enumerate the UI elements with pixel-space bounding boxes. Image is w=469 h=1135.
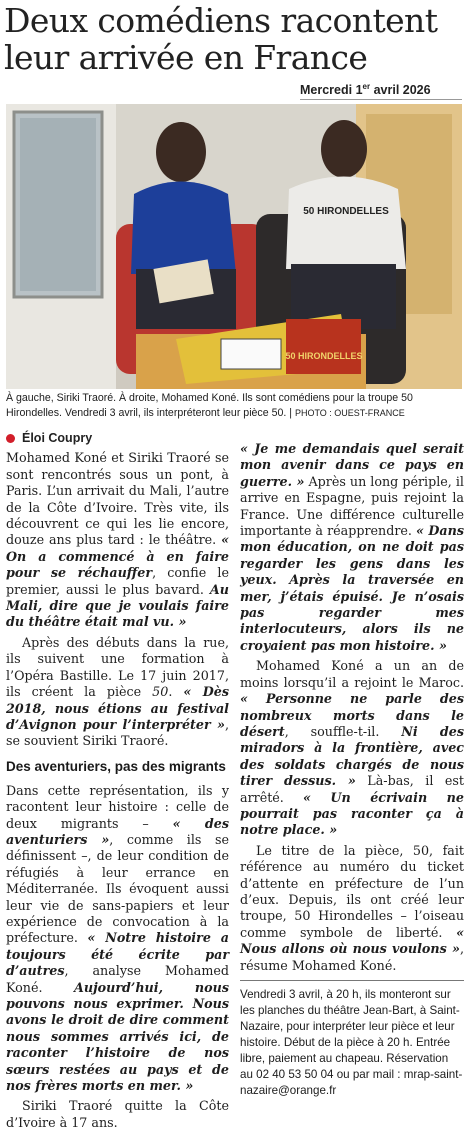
p2-play-title: 50: [152, 684, 169, 700]
p4-text-2: Après un long périple, il arrive en Espagne, puis rejoint la France. Une différence culturelle importante à réapprendre.: [240, 473, 464, 539]
article-photo: [6, 104, 462, 389]
p3-quote: « des aventuriers »: [6, 815, 229, 847]
p2-quote: « Dès 2018, nous étions au festival d’Avignon pour l’interpréter »: [6, 684, 229, 732]
photo-caption: À gauche, Siriki Traoré. À droite, Mohamed Koné. Ils sont comédiens pour la troupe 50 Hirondelles. Vendredi 3 avril, ils interpréteront leur pièce 50. | PHOTO : OUEST-FRANCE: [6, 392, 413, 419]
p5-text: Mohamed Koné a un an de moins lorsqu’il a rejoint le Maroc.: [240, 658, 464, 690]
subheading: Des aventuriers, pas des migrants: [6, 758, 226, 774]
headline-line-1: Deux comédiens racontent: [4, 1, 438, 40]
article-column-right: [240, 441, 464, 1099]
date-day: 1: [355, 83, 363, 98]
p6-text-2: , résume Mohamed Koné.: [240, 941, 464, 973]
p1-quote-2: Au Mali, dire que je voulais faire du théâtre était mal vu. »: [6, 581, 229, 630]
shirt-text: 50 HIRONDELLES: [303, 206, 389, 217]
p2-text-2: .: [168, 684, 184, 700]
poster-text: 50 HIRONDELLES: [285, 351, 363, 361]
paragraph-1: [6, 450, 229, 630]
author-byline: [6, 430, 229, 446]
article-column-left: [6, 430, 229, 1135]
p6-text: Le titre de la pièce, 50, fait référence au numéro du ticket d’attente en préfecture de l’un d’eux. Depuis, ils ont créé leur troupe, 50 Hirondelles – l’oiseau comme symbole de liberté.: [240, 842, 464, 940]
paragraph-4-start: [6, 1098, 229, 1131]
p1-text: Mohamed Koné et Siriki Traoré se sont rencontrés sous un pont, à Paris. L’un arrivait du Mali, l’autre de la Côte d’Ivoire. Très vite, ils découvrent ce qui les lie encore, douze ans plus tard : le théâtre.: [6, 450, 229, 548]
p5-quote-2: Ni des miradors à la frontière, avec des soldats chargés de nous tirer dessus. »: [240, 723, 464, 789]
p3-text: Dans cette représentation, ils y racontent leur histoire : celle de deux migrants –: [6, 782, 229, 831]
caption-text: À gauche, Siriki Traoré. À droite, Mohamed Koné. Ils sont comédiens pour la troupe 50 Hirondelles. Vendredi 3 avril, ils interpréteront leur pièce 50.: [6, 392, 413, 419]
date-month-year: avril 2026: [373, 83, 431, 98]
p4-quote: « Je me demandais quel serait mon avenir dans ce pays en guerre. »: [240, 441, 464, 489]
event-infobox: Vendredi 3 avril, à 20 h, ils monteront sur les planches du théâtre Jean-Bart, à Saint-Nazaire, pour interpréter leur pièce et leur histoire. Début de la pièce à 20 h. Entrée libre, paiement au chapeau. Réservation au 02 40 53 50 04 ou par mail : mrap-saint-nazaire@orange.fr: [240, 980, 464, 1099]
date-suffix: er: [362, 82, 371, 91]
date-rule: [300, 99, 462, 100]
p1-text-2: , confie le premier, aussi le plus bavard.: [6, 565, 229, 597]
author-dot-icon: [6, 434, 15, 443]
p2-text: Après des débuts dans la rue, ils suivent une formation à l’Opéra Bastille. Le 17 juin 2017, ils créent la pièce: [6, 634, 229, 700]
p2-text-3: , se souvient Siriki Traoré.: [6, 716, 229, 749]
p3-quote-2: « Notre histoire a toujours été écrite par d’autres: [6, 930, 230, 979]
p5-text-2: , souffle-t-il.: [284, 723, 402, 739]
date-weekday: Mercredi: [300, 83, 353, 98]
paragraph-3: [6, 783, 229, 1095]
p5-text-3: Là-bas, il est arrêté.: [240, 773, 465, 805]
headline: [4, 2, 466, 76]
p6-quote: « Nous allons où nous voulons »: [240, 924, 464, 957]
dateline: [300, 82, 431, 97]
p5-quote: « Personne ne parle des nombreux morts dans le désert: [240, 691, 464, 739]
p3-text-2: , comme ils se définissent –, de leur condition de réfugiés à leur errance en Méditerranée. Ils évoquent aussi leur vie de sans-papiers et leur expérience de convocation à la préfecture.: [6, 831, 230, 946]
author-name: Éloi Coupry: [22, 431, 93, 445]
p5-quote-3: « Un écrivain ne pourrait pas raconter ça à notre place. »: [240, 789, 464, 838]
p3-text-3: , analyse Mohamed Koné.: [6, 963, 229, 995]
p4-quote-2: « Dans mon éducation, on ne doit pas regarder les gens dans les yeux. Après la traversée en mer, j’étais épuisé. Je n’osais pas regarder mes interlocuteurs, alors ils ne croyaient pas mon histoire. »: [240, 523, 464, 653]
p1-quote-1: « On a commencé à en faire pour se réchauffer: [6, 532, 229, 581]
paragraph-5: [240, 658, 464, 838]
p4-text: Siriki Traoré quitte la Côte d’Ivoire à 17 ans.: [6, 1098, 229, 1130]
paragraph-4-cont: [240, 441, 464, 654]
photo-illustration: [6, 104, 462, 389]
photo-credit: PHOTO : OUEST-FRANCE: [294, 408, 405, 418]
paragraph-2: [6, 635, 229, 750]
p3-quote-3: Aujourd’hui, nous pouvons nous exprimer. Nous avons le droit de dire comment nous sommes arrivés ici, de raconter l’histoire de nos sœurs restées au pays et de nos frères morts en mer. »: [6, 979, 229, 1094]
headline-line-2: leur arrivée en France: [4, 38, 368, 77]
paragraph-6: [240, 843, 464, 974]
